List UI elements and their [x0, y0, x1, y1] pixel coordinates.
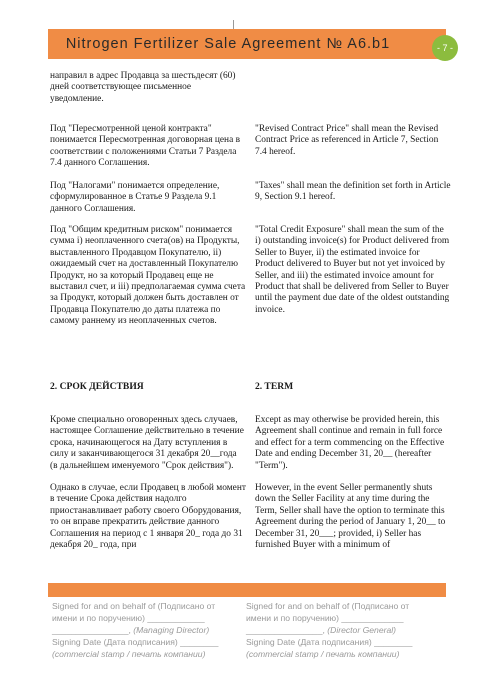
continuation-ru: направил в адрес Продавца за шестьдесят (60) дней соответствующее письменное уведомление.: [50, 71, 236, 104]
page-number-badge: - 7 -: [432, 35, 458, 61]
document-title: Nitrogen Fertilizer Sale Agreement № A6.b1: [65, 36, 391, 52]
revised-price-en: "Revised Contract Price" shall mean the Revised Contract Price as referenced in Article 7, Section 7.4 hereof.: [255, 124, 439, 157]
role-line-left: [52, 624, 209, 636]
role-line-right: [246, 624, 396, 636]
signed-label-left: Signed for and on behalf of (Подписано от: [52, 601, 216, 611]
credit-exposure-en: "Total Credit Exposure" shall mean the sum of the i) outstanding invoice(s) for Product delivered from Seller to Buyer, ii) the estimated invoice for Product delivered to Buyer but not yet invoiced by Seller, and iii) the estimated invoice amount for Product that shall be delivered from Seller to Buyer until the payment due date of the oldest outstanding invoice.: [255, 225, 450, 315]
term-heading-ru: 2. СРОК ДЕЙСТВИЯ: [50, 381, 144, 392]
taxes-en: "Taxes" shall mean the definition set forth in Article 9, Section 9.1 hereof.: [255, 181, 451, 203]
term-clause-1-ru: Кроме специально оговоренных здесь случаев, настоящее Соглашение действительно в течение срока, начинающегося на Дату вступления в силу и заканчивающегося 31 декабря 20__года (в дальнейшем именуемого "Срок действия").: [50, 415, 244, 471]
signed-label-right: Signed for and on behalf of (Подписано от: [246, 601, 410, 611]
signing-date-right: Signing Date (Дата подписания) ________: [246, 637, 413, 647]
term-clause-2-en: However, in the event Seller permanently shuts down the Seller Facility at any time during the Term, Seller shall have the option to terminate this Agreement during the period of January 1, 20__ to December 31, 20___; provided, i) Seller has furnished Buyer with a minimum of: [255, 483, 446, 551]
credit-exposure-ru: Под "Общим кредитным риском" понимается сумма i) неоплаченного счета(ов) на Продукты, выставленного Продавцом Покупателю, ii) ожидаемый счет на доставленный Покупателю Продукт, но за который Продавец еще не выставил счет, и iii) предполагаемая сумма счета за Продукт, который должен быть доставлен от Продавца Покупателю до даты платежа по самому раннему из неоплаченных счетов.: [50, 225, 246, 327]
role-title-right: (Director General): [327, 625, 397, 635]
revised-price-ru: Под "Пересмотренной ценой контракта" понимается Пересмотренная договорная цена в соответствии с положениями Статьи 7 Раздела 7.4 данного Соглашения.: [50, 124, 240, 169]
role-blank-right: ________________,: [246, 625, 328, 635]
name-line-right: имени и по поручению) _____________: [246, 613, 404, 623]
stamp-text-left: (commercial stamp / печать компании): [52, 649, 206, 659]
term-clause-2-ru: Однако в случае, если Продавец в любой момент в течение Срока действия надолго приостанавливает работу своего Оборудования, то он вправе прекратить действие данного Соглашения на период с 1 января 20_ года до 31 декабря 20_ года, при: [50, 483, 246, 551]
role-blank-left: ________________,: [52, 625, 134, 635]
footer-bar: [48, 583, 446, 597]
stamp-label-left: [52, 648, 205, 660]
taxes-ru: Под "Налогами" понимается определение, сформулированное в Статье 9 Раздела 9.1 данного Соглашения.: [50, 181, 220, 214]
term-heading-en: 2. TERM: [255, 381, 294, 392]
page-header-bar: [48, 29, 446, 59]
stamp-text-right: (commercial stamp / печать компании): [246, 649, 400, 659]
signing-date-left: Signing Date (Дата подписания) ________: [52, 637, 219, 647]
name-line-left: имени и по поручению) ____________: [52, 613, 205, 623]
stamp-label-right: [246, 648, 399, 660]
role-title-left: (Managing Director): [133, 625, 210, 635]
term-clause-1-en: Except as may otherwise be provided herein, this Agreement shall continue and remain in full force and effect for a term commencing on the Effective Date and ending December 31, 20__ (hereafter "Term").: [255, 415, 445, 471]
